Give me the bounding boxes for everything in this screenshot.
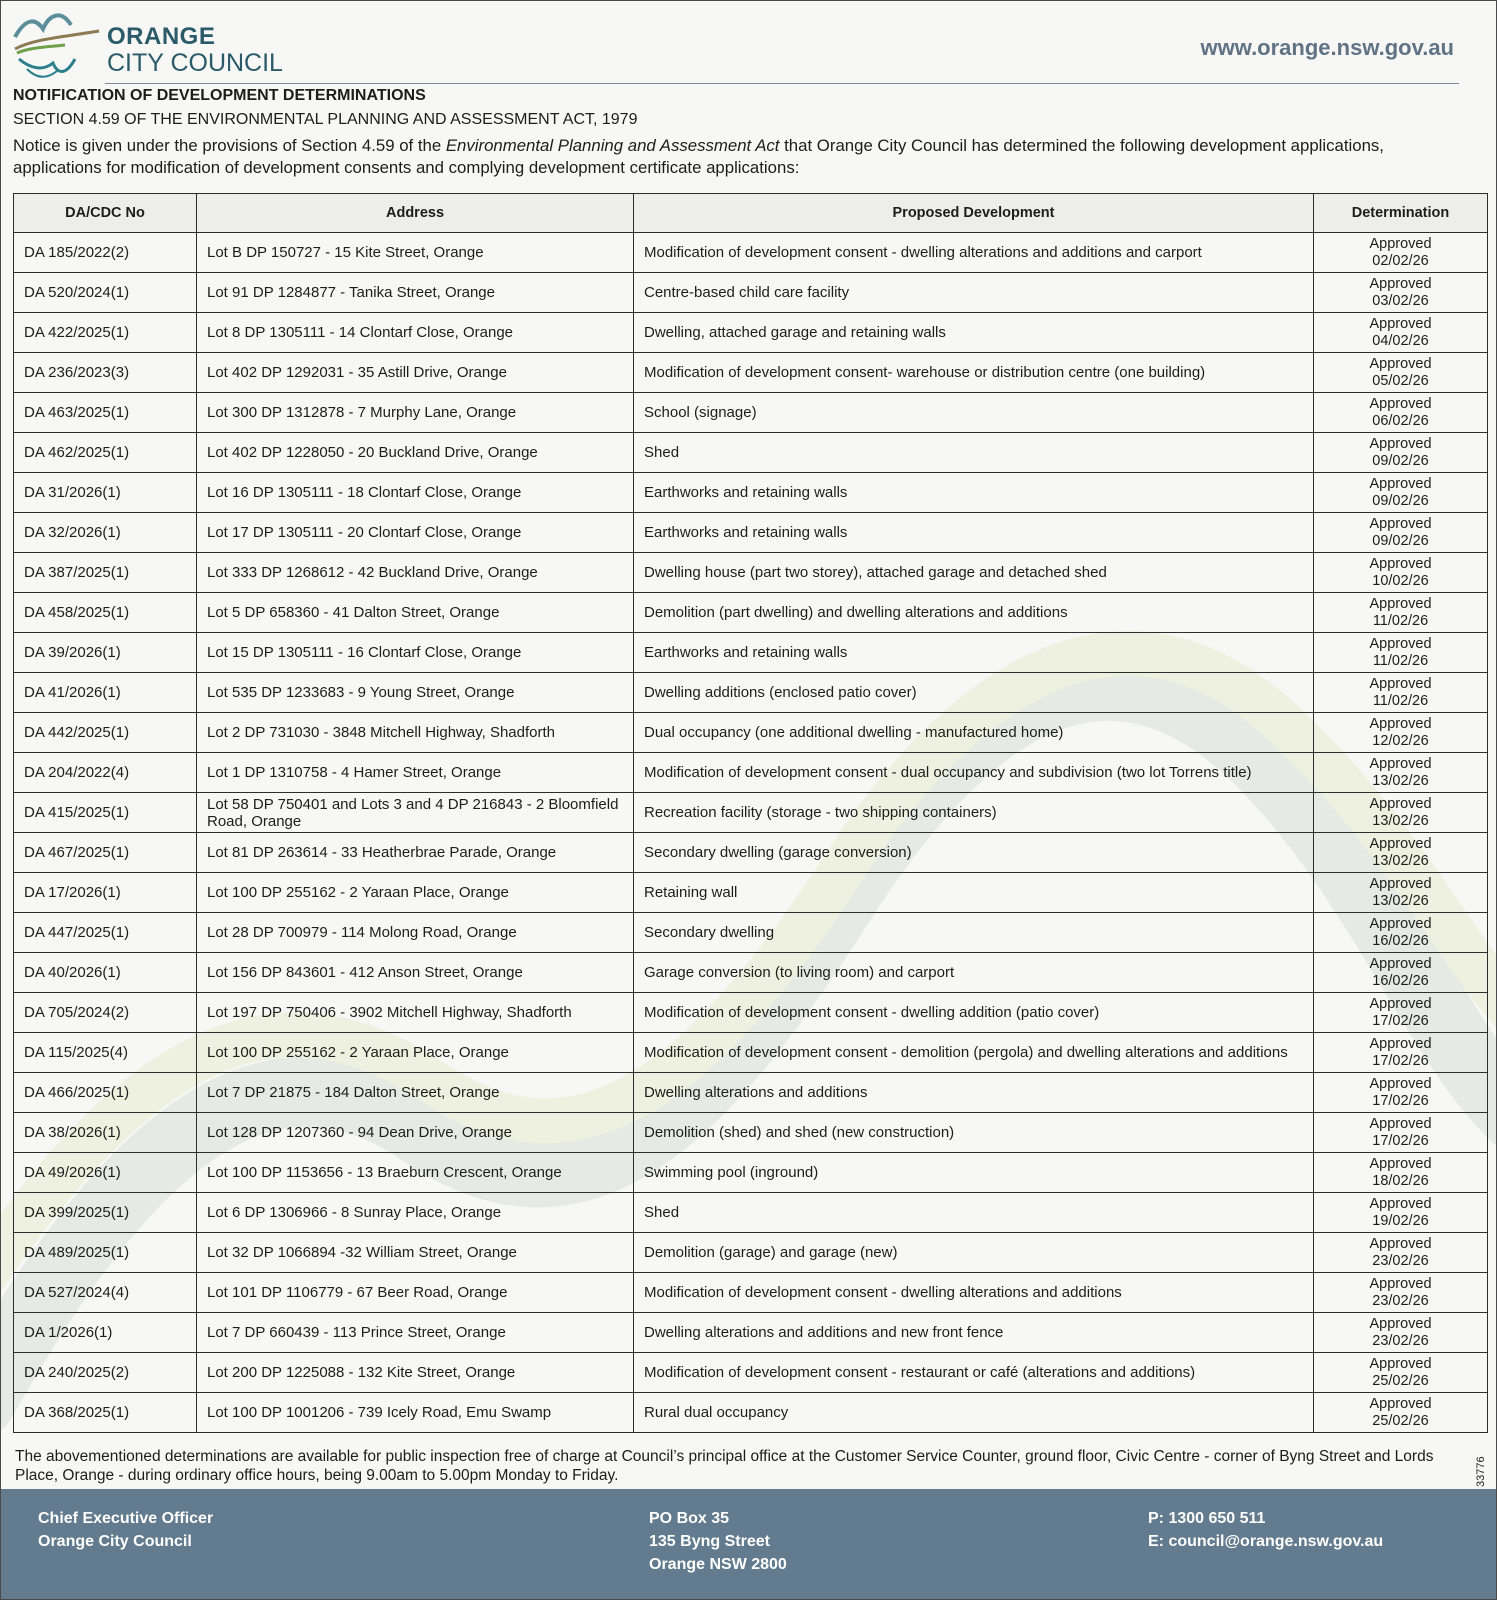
- cell-determination: [1314, 273, 1488, 313]
- table-row: [14, 833, 1488, 873]
- determination-date: 17/02/26: [1372, 1052, 1429, 1069]
- determination-date: 17/02/26: [1372, 1012, 1429, 1029]
- determination-date: 19/02/26: [1372, 1212, 1429, 1229]
- determination-date: 09/02/26: [1372, 452, 1429, 469]
- table-row: [14, 513, 1488, 553]
- table-row: [14, 593, 1488, 633]
- cell-address: Lot 402 DP 1228050 - 20 Buckland Drive, Orange: [197, 433, 634, 473]
- determination-date: 11/02/26: [1372, 652, 1429, 669]
- cell-determination: [1314, 353, 1488, 393]
- table-row: [14, 753, 1488, 793]
- table-row: [14, 993, 1488, 1033]
- cell-address: Lot 58 DP 750401 and Lots 3 and 4 DP 216843 - 2 Bloomfield Road, Orange: [197, 793, 634, 833]
- cell-da-no: DA 462/2025(1): [14, 433, 197, 473]
- table-row: [14, 473, 1488, 513]
- cell-proposed-development: Modification of development consent - demolition (pergola) and dwelling alterations and additions: [634, 1033, 1314, 1073]
- cell-determination: [1314, 753, 1488, 793]
- table-row: [14, 673, 1488, 713]
- cell-determination: [1314, 1073, 1488, 1113]
- logo-text-city-council: CITY COUNCIL: [107, 49, 283, 77]
- cell-address: Lot 7 DP 660439 - 113 Prince Street, Orange: [197, 1313, 634, 1353]
- cell-address: Lot 101 DP 1106779 - 67 Beer Road, Orange: [197, 1273, 634, 1313]
- cell-proposed-development: Dwelling house (part two storey), attached garage and detached shed: [634, 553, 1314, 593]
- cell-proposed-development: Centre-based child care facility: [634, 273, 1314, 313]
- determination-date: 23/02/26: [1372, 1292, 1429, 1309]
- determination-date: 06/02/26: [1372, 412, 1429, 429]
- cell-determination: [1314, 673, 1488, 713]
- table-row: [14, 273, 1488, 313]
- cell-address: Lot 300 DP 1312878 - 7 Murphy Lane, Orange: [197, 393, 634, 433]
- cell-proposed-development: Swimming pool (inground): [634, 1153, 1314, 1193]
- cell-proposed-development: Demolition (garage) and garage (new): [634, 1233, 1314, 1273]
- determination-date: 13/02/26: [1372, 772, 1429, 789]
- cell-da-no: DA 520/2024(1): [14, 273, 197, 313]
- cell-da-no: DA 39/2026(1): [14, 633, 197, 673]
- table-row: [14, 1273, 1488, 1313]
- determination-status: Approved: [1369, 1035, 1432, 1052]
- cell-determination: [1314, 1113, 1488, 1153]
- table-body: [14, 233, 1488, 1433]
- determination-date: 02/02/26: [1372, 252, 1429, 269]
- determination-status: Approved: [1369, 995, 1432, 1012]
- cell-proposed-development: Modification of development consent - dwelling alterations and additions: [634, 1273, 1314, 1313]
- determination-date: 13/02/26: [1372, 852, 1429, 869]
- cell-determination: [1314, 873, 1488, 913]
- cell-proposed-development: Shed: [634, 1193, 1314, 1233]
- determination-status: Approved: [1369, 1195, 1432, 1212]
- cell-determination: [1314, 1153, 1488, 1193]
- cell-address: Lot 5 DP 658360 - 41 Dalton Street, Orange: [197, 593, 634, 633]
- footer-po-box: PO Box 35: [649, 1510, 730, 1527]
- cell-proposed-development: Dwelling alterations and additions: [634, 1073, 1314, 1113]
- cell-determination: [1314, 1353, 1488, 1393]
- cell-address: Lot 17 DP 1305111 - 20 Clontarf Close, Orange: [197, 513, 634, 553]
- determination-status: Approved: [1369, 835, 1432, 852]
- cell-da-no: DA 466/2025(1): [14, 1073, 197, 1113]
- determination-date: 16/02/26: [1372, 932, 1429, 949]
- determination-date: 03/02/26: [1372, 292, 1429, 309]
- determination-status: Approved: [1369, 315, 1432, 332]
- cell-determination: [1314, 513, 1488, 553]
- cell-proposed-development: Dual occupancy (one additional dwelling - manufactured home): [634, 713, 1314, 753]
- cell-da-no: DA 415/2025(1): [14, 793, 197, 833]
- determination-date: 25/02/26: [1372, 1372, 1429, 1389]
- determination-status: Approved: [1369, 955, 1432, 972]
- cell-proposed-development: Shed: [634, 433, 1314, 473]
- cell-proposed-development: Recreation facility (storage - two shipping containers): [634, 793, 1314, 833]
- determination-status: Approved: [1369, 875, 1432, 892]
- determination-status: Approved: [1369, 1115, 1432, 1132]
- intro-section: [13, 87, 1473, 179]
- determination-date: 13/02/26: [1372, 892, 1429, 909]
- table-row: [14, 1353, 1488, 1393]
- determination-status: Approved: [1369, 475, 1432, 492]
- cell-address: Lot 81 DP 263614 - 33 Heatherbrae Parade, Orange: [197, 833, 634, 873]
- cell-da-no: DA 49/2026(1): [14, 1153, 197, 1193]
- notice-title: NOTIFICATION OF DEVELOPMENT DETERMINATIONS: [13, 87, 426, 104]
- footer: [1, 1489, 1497, 1600]
- cell-determination: [1314, 913, 1488, 953]
- notice-paragraph: [13, 135, 1473, 179]
- cell-determination: [1314, 633, 1488, 673]
- cell-da-no: DA 17/2026(1): [14, 873, 197, 913]
- header-determination: Determination: [1314, 194, 1488, 233]
- footer-phone[interactable]: P: 1300 650 511: [1148, 1510, 1266, 1527]
- cell-address: Lot 402 DP 1292031 - 35 Astill Drive, Orange: [197, 353, 634, 393]
- cell-address: Lot 2 DP 731030 - 3848 Mitchell Highway, Shadforth: [197, 713, 634, 753]
- table-row: [14, 1313, 1488, 1353]
- cell-proposed-development: Dwelling alterations and additions and new front fence: [634, 1313, 1314, 1353]
- determination-status: Approved: [1369, 755, 1432, 772]
- determination-status: Approved: [1369, 715, 1432, 732]
- footer-street: 135 Byng Street: [649, 1533, 770, 1550]
- cell-proposed-development: Modification of development consent - dwelling addition (patio cover): [634, 993, 1314, 1033]
- footer-contact-block: [1148, 1507, 1383, 1553]
- determination-date: 04/02/26: [1372, 332, 1429, 349]
- cell-da-no: DA 458/2025(1): [14, 593, 197, 633]
- inspection-footnote: The abovementioned determinations are available for public inspection free of charge at Council’s principal office at the Customer Service Counter, ground floor, Civic Centre - corner of Byng Street and Lords Place, Orange - during ordinary office hours, being 9.00am to 5.00pm Monday to Friday.: [15, 1448, 1434, 1484]
- cell-address: Lot 535 DP 1233683 - 9 Young Street, Orange: [197, 673, 634, 713]
- determination-status: Approved: [1369, 1395, 1432, 1412]
- cell-proposed-development: Earthworks and retaining walls: [634, 473, 1314, 513]
- cell-proposed-development: Earthworks and retaining walls: [634, 633, 1314, 673]
- determination-status: Approved: [1369, 1155, 1432, 1172]
- cell-determination: [1314, 1313, 1488, 1353]
- cell-address: Lot 100 DP 255162 - 2 Yaraan Place, Orange: [197, 1033, 634, 1073]
- footer-ceo-block: [38, 1507, 213, 1553]
- cell-da-no: DA 368/2025(1): [14, 1393, 197, 1433]
- determination-status: Approved: [1369, 1315, 1432, 1332]
- determination-status: Approved: [1369, 795, 1432, 812]
- cell-address: Lot 100 DP 1001206 - 739 Icely Road, Emu Swamp: [197, 1393, 634, 1433]
- table-row: [14, 873, 1488, 913]
- notice-subtitle: SECTION 4.59 OF THE ENVIRONMENTAL PLANNING AND ASSESSMENT ACT, 1979: [13, 111, 638, 128]
- cell-da-no: DA 463/2025(1): [14, 393, 197, 433]
- table-row: [14, 1233, 1488, 1273]
- determination-status: Approved: [1369, 555, 1432, 572]
- determination-status: Approved: [1369, 595, 1432, 612]
- determination-date: 23/02/26: [1372, 1332, 1429, 1349]
- determination-date: 09/02/26: [1372, 532, 1429, 549]
- cell-determination: [1314, 993, 1488, 1033]
- logo-text-orange: ORANGE: [107, 23, 216, 50]
- cell-address: Lot 200 DP 1225088 - 132 Kite Street, Orange: [197, 1353, 634, 1393]
- cell-da-no: DA 1/2026(1): [14, 1313, 197, 1353]
- notice-act-name: Environmental Planning and Assessment Act: [445, 136, 780, 155]
- logo-hills-icon: [13, 9, 105, 83]
- cell-proposed-development: Secondary dwelling: [634, 913, 1314, 953]
- cell-address: Lot 1 DP 1310758 - 4 Hamer Street, Orange: [197, 753, 634, 793]
- cell-proposed-development: Secondary dwelling (garage conversion): [634, 833, 1314, 873]
- cell-da-no: DA 38/2026(1): [14, 1113, 197, 1153]
- cell-determination: [1314, 1233, 1488, 1273]
- determination-status: Approved: [1369, 1235, 1432, 1252]
- cell-proposed-development: Dwelling additions (enclosed patio cover): [634, 673, 1314, 713]
- determination-date: 25/02/26: [1372, 1412, 1429, 1429]
- cell-determination: [1314, 1393, 1488, 1433]
- header-da-no: DA/CDC No: [14, 194, 197, 233]
- determination-status: Approved: [1369, 275, 1432, 292]
- cell-determination: [1314, 433, 1488, 473]
- footer-address-block: [649, 1507, 787, 1576]
- cell-proposed-development: Modification of development consent - dwelling alterations and additions and carport: [634, 233, 1314, 273]
- cell-proposed-development: School (signage): [634, 393, 1314, 433]
- cell-proposed-development: Modification of development consent - dual occupancy and subdivision (two lot Torrens title): [634, 753, 1314, 793]
- website-link[interactable]: www.orange.nsw.gov.au: [1200, 35, 1454, 60]
- cell-determination: [1314, 833, 1488, 873]
- cell-determination: [1314, 393, 1488, 433]
- cell-da-no: DA 32/2026(1): [14, 513, 197, 553]
- cell-da-no: DA 185/2022(2): [14, 233, 197, 273]
- cell-address: Lot 128 DP 1207360 - 94 Dean Drive, Orange: [197, 1113, 634, 1153]
- cell-proposed-development: Rural dual occupancy: [634, 1393, 1314, 1433]
- determination-status: Approved: [1369, 395, 1432, 412]
- cell-da-no: DA 527/2024(4): [14, 1273, 197, 1313]
- determination-status: Approved: [1369, 635, 1432, 652]
- cell-proposed-development: Modification of development consent - restaurant or café (alterations and additions): [634, 1353, 1314, 1393]
- cell-proposed-development: Demolition (part dwelling) and dwelling alterations and additions: [634, 593, 1314, 633]
- determination-date: 23/02/26: [1372, 1252, 1429, 1269]
- cell-address: Lot 100 DP 1153656 - 13 Braeburn Crescent, Orange: [197, 1153, 634, 1193]
- cell-address: Lot 32 DP 1066894 -32 William Street, Orange: [197, 1233, 634, 1273]
- determination-status: Approved: [1369, 515, 1432, 532]
- cell-determination: [1314, 553, 1488, 593]
- cell-da-no: DA 204/2022(4): [14, 753, 197, 793]
- footer-ceo-title: Chief Executive Officer: [38, 1510, 214, 1527]
- cell-determination: [1314, 233, 1488, 273]
- cell-address: Lot 91 DP 1284877 - Tanika Street, Orange: [197, 273, 634, 313]
- determination-date: 16/02/26: [1372, 972, 1429, 989]
- cell-determination: [1314, 1193, 1488, 1233]
- cell-da-no: DA 442/2025(1): [14, 713, 197, 753]
- cell-da-no: DA 240/2025(2): [14, 1353, 197, 1393]
- cell-da-no: DA 41/2026(1): [14, 673, 197, 713]
- cell-da-no: DA 40/2026(1): [14, 953, 197, 993]
- determination-date: 17/02/26: [1372, 1092, 1429, 1109]
- determination-status: Approved: [1369, 355, 1432, 372]
- header-proposed-development: Proposed Development: [634, 194, 1314, 233]
- cell-da-no: DA 387/2025(1): [14, 553, 197, 593]
- table-row: [14, 1153, 1488, 1193]
- determination-status: Approved: [1369, 1275, 1432, 1292]
- cell-address: Lot 156 DP 843601 - 412 Anson Street, Orange: [197, 953, 634, 993]
- header-address: Address: [197, 194, 634, 233]
- cell-determination: [1314, 473, 1488, 513]
- determination-status: Approved: [1369, 435, 1432, 452]
- cell-address: Lot B DP 150727 - 15 Kite Street, Orange: [197, 233, 634, 273]
- determination-date: 12/02/26: [1372, 732, 1429, 749]
- cell-determination: [1314, 1273, 1488, 1313]
- determination-date: 11/02/26: [1372, 612, 1429, 629]
- cell-address: Lot 100 DP 255162 - 2 Yaraan Place, Orange: [197, 873, 634, 913]
- cell-determination: [1314, 953, 1488, 993]
- determination-status: Approved: [1369, 1355, 1432, 1372]
- determination-status: Approved: [1369, 675, 1432, 692]
- cell-address: Lot 7 DP 21875 - 184 Dalton Street, Orange: [197, 1073, 634, 1113]
- table-row: [14, 1193, 1488, 1233]
- table-row: [14, 433, 1488, 473]
- footer-council-name: Orange City Council: [38, 1533, 192, 1550]
- notice-text-post: that Orange City Council has determined the following development applications, applications for modification of development consents and complying development certificate applications:: [13, 136, 1384, 177]
- footer-city: Orange NSW 2800: [649, 1556, 787, 1573]
- footer-email[interactable]: E: council@orange.nsw.gov.au: [1148, 1533, 1384, 1550]
- cell-da-no: DA 236/2023(3): [14, 353, 197, 393]
- table-row: [14, 1393, 1488, 1433]
- cell-determination: [1314, 793, 1488, 833]
- cell-address: Lot 6 DP 1306966 - 8 Sunray Place, Orange: [197, 1193, 634, 1233]
- cell-determination: [1314, 713, 1488, 753]
- determination-date: 13/02/26: [1372, 812, 1429, 829]
- cell-proposed-development: Dwelling, attached garage and retaining walls: [634, 313, 1314, 353]
- council-logo[interactable]: [13, 9, 303, 83]
- notice-text-pre: Notice is given under the provisions of Section 4.59 of the: [13, 136, 446, 155]
- cell-proposed-development: Demolition (shed) and shed (new construction): [634, 1113, 1314, 1153]
- table-row: [14, 1033, 1488, 1073]
- cell-da-no: DA 399/2025(1): [14, 1193, 197, 1233]
- table-row: [14, 393, 1488, 433]
- header: [13, 9, 1459, 83]
- table-row: [14, 633, 1488, 673]
- cell-determination: [1314, 593, 1488, 633]
- cell-da-no: DA 489/2025(1): [14, 1233, 197, 1273]
- table-header-row: [14, 194, 1488, 233]
- table-row: [14, 953, 1488, 993]
- table-row: [14, 713, 1488, 753]
- table-row: [14, 913, 1488, 953]
- determination-date: 18/02/26: [1372, 1172, 1429, 1189]
- table-row: [14, 313, 1488, 353]
- header-divider: [105, 83, 1459, 84]
- determinations-table: [13, 193, 1488, 1433]
- table-row: [14, 353, 1488, 393]
- cell-da-no: DA 115/2025(4): [14, 1033, 197, 1073]
- determination-status: Approved: [1369, 915, 1432, 932]
- cell-address: Lot 15 DP 1305111 - 16 Clontarf Close, Orange: [197, 633, 634, 673]
- reference-number: 33776: [1475, 1456, 1487, 1487]
- cell-proposed-development: Retaining wall: [634, 873, 1314, 913]
- cell-address: Lot 16 DP 1305111 - 18 Clontarf Close, Orange: [197, 473, 634, 513]
- table-row: [14, 1113, 1488, 1153]
- determination-status: Approved: [1369, 235, 1432, 252]
- determination-date: 10/02/26: [1372, 572, 1429, 589]
- table-row: [14, 1073, 1488, 1113]
- cell-da-no: DA 467/2025(1): [14, 833, 197, 873]
- cell-da-no: DA 422/2025(1): [14, 313, 197, 353]
- cell-da-no: DA 31/2026(1): [14, 473, 197, 513]
- determination-date: 05/02/26: [1372, 372, 1429, 389]
- determination-date: 11/02/26: [1372, 692, 1429, 709]
- determination-date: 09/02/26: [1372, 492, 1429, 509]
- cell-da-no: DA 447/2025(1): [14, 913, 197, 953]
- cell-determination: [1314, 313, 1488, 353]
- table-row: [14, 233, 1488, 273]
- determination-date: 17/02/26: [1372, 1132, 1429, 1149]
- determination-status: Approved: [1369, 1075, 1432, 1092]
- cell-proposed-development: Earthworks and retaining walls: [634, 513, 1314, 553]
- cell-proposed-development: Modification of development consent- warehouse or distribution centre (one building): [634, 353, 1314, 393]
- table-row: [14, 793, 1488, 833]
- table-row: [14, 553, 1488, 593]
- cell-determination: [1314, 1033, 1488, 1073]
- cell-da-no: DA 705/2024(2): [14, 993, 197, 1033]
- cell-address: Lot 8 DP 1305111 - 14 Clontarf Close, Orange: [197, 313, 634, 353]
- cell-address: Lot 333 DP 1268612 - 42 Buckland Drive, Orange: [197, 553, 634, 593]
- cell-address: Lot 28 DP 700979 - 114 Molong Road, Orange: [197, 913, 634, 953]
- cell-address: Lot 197 DP 750406 - 3902 Mitchell Highway, Shadforth: [197, 993, 634, 1033]
- cell-proposed-development: Garage conversion (to living room) and carport: [634, 953, 1314, 993]
